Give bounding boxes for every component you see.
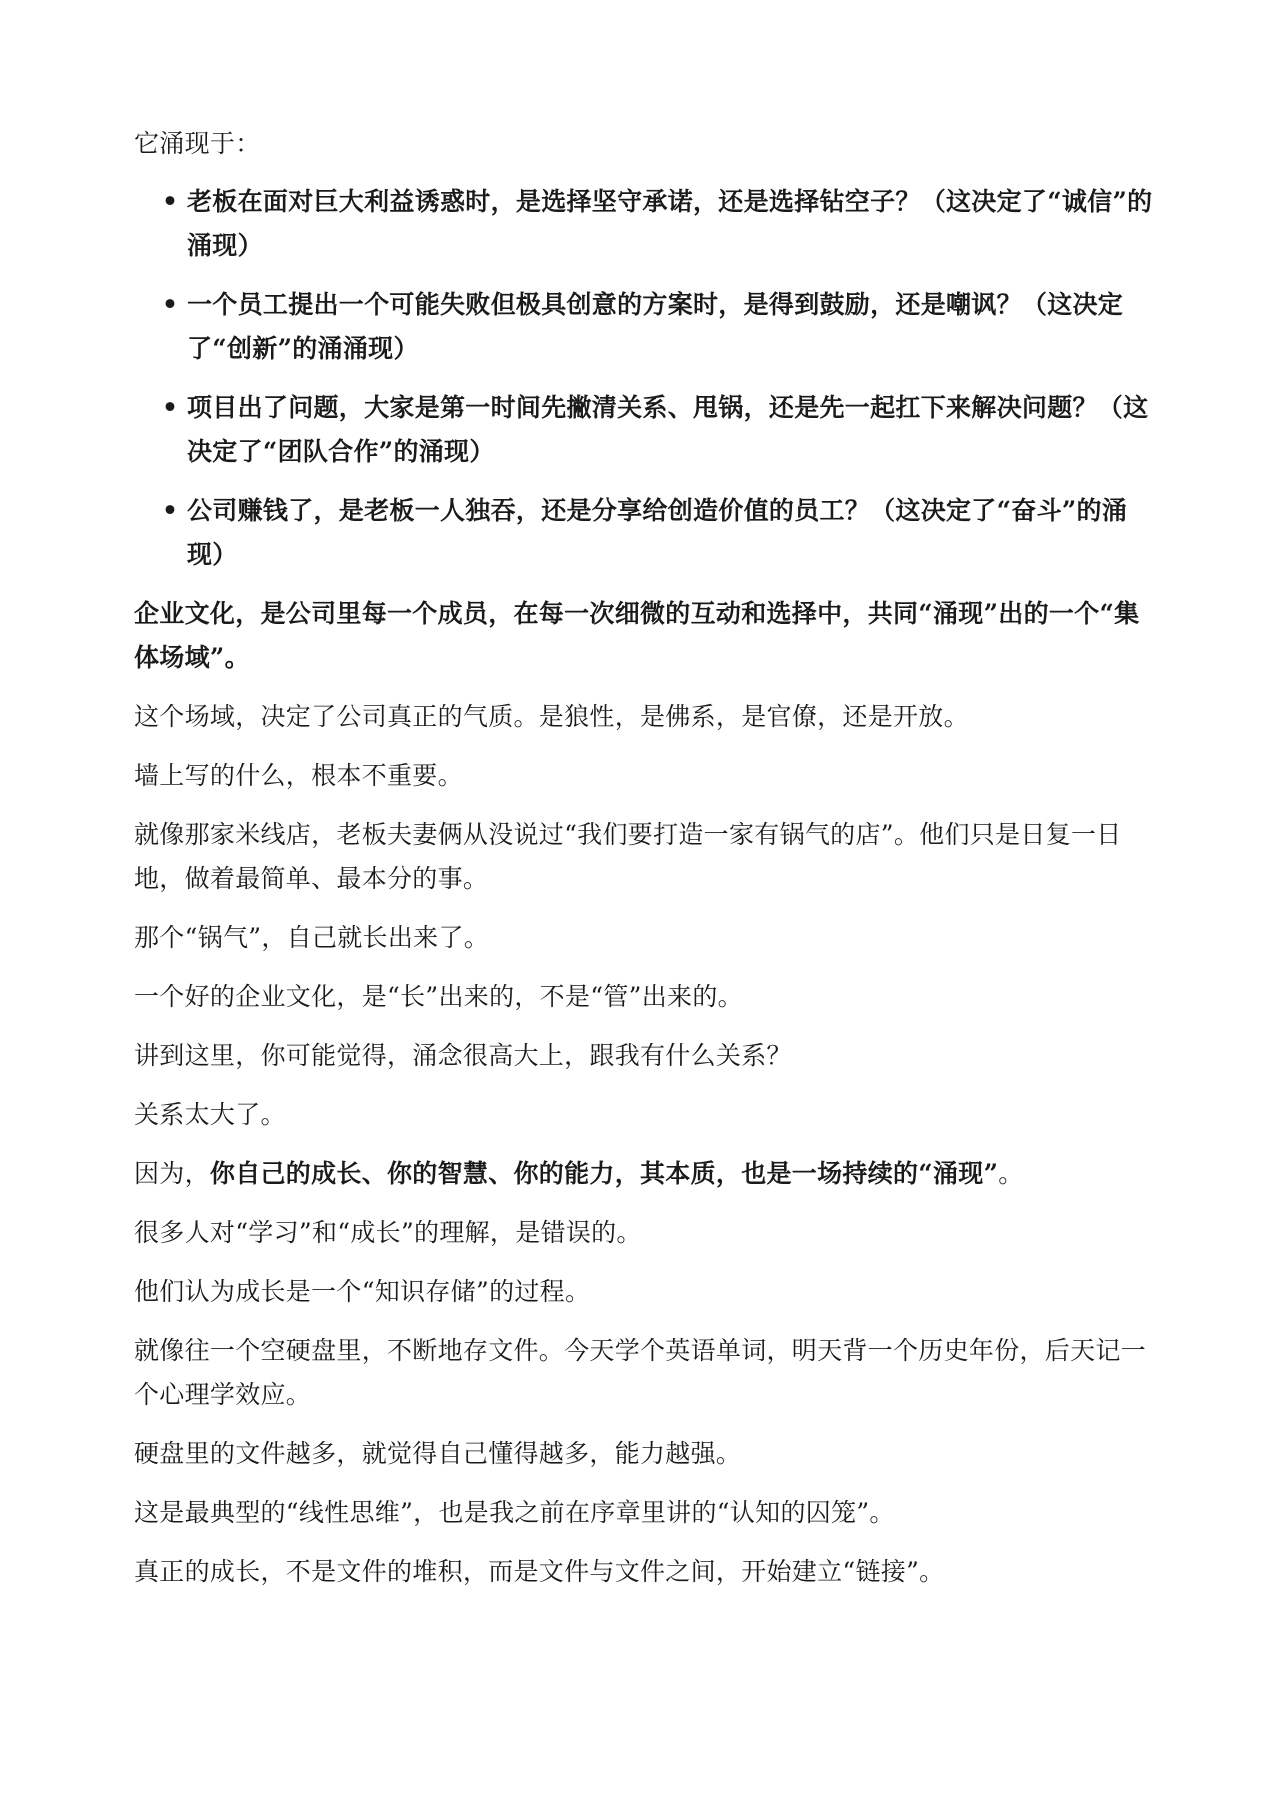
growth-emergence-suffix: 。 bbox=[998, 1159, 1024, 1188]
growth-emergence-bold: 你自己的成长、你的智慧、你的能力，其本质，也是一场持续的“涌现” bbox=[209, 1159, 999, 1188]
paragraph-wok-aura: 那个“锅气”，自己就长出来了。 bbox=[134, 923, 490, 952]
paragraph-wall-words: 墙上写的什么，根本不重要。 bbox=[134, 761, 463, 790]
bullet-item-integrity: • 老板在面对巨大利益诱惑时，是选择坚守承诺，还是选择钻空子？（这决定了“诚信”的涌现） bbox=[152, 180, 1163, 268]
paragraph-noodle-shop: 就像那家米线店，老板夫妻俩从没说过“我们要打造一家有锅气的店”。他们只是日复一日地，做着最简单、最本分的事。 bbox=[134, 820, 1122, 893]
bullet-item-striving: • 公司赚钱了，是老板一人独吞，还是分享给创造价值的员工？（这决定了“奋斗”的涌现） bbox=[152, 489, 1163, 577]
paragraph-field-temperament: 这个场域，决定了公司真正的气质。是狼性，是佛系，是官僚，还是开放。 bbox=[134, 702, 969, 731]
bullet-item-innovation: • 一个员工提出一个可能失败但极具创意的方案时，是得到鼓励，还是嘲讽？（这决定了“创新”的涌涌现） bbox=[152, 283, 1163, 371]
paragraph-linear-thinking: 这是最典型的“线性思维”，也是我之前在序章里讲的“认知的囚笼”。 bbox=[134, 1498, 895, 1527]
paragraph-grown-not-managed: 一个好的企业文化，是“长”出来的，不是“管”出来的。 bbox=[134, 982, 743, 1011]
paragraph-real-growth: 真正的成长，不是文件的堆积，而是文件与文件之间，开始建立“链接”。 bbox=[134, 1557, 945, 1586]
paragraph-relation-question: 讲到这里，你可能觉得，涌念很高大上，跟我有什么关系？ bbox=[134, 1041, 792, 1070]
bullet-list bbox=[134, 180, 1163, 577]
paragraph-misunderstanding: 很多人对“学习”和“成长”的理解，是错误的。 bbox=[134, 1218, 642, 1247]
paragraph-big-relation: 关系太大了。 bbox=[134, 1100, 286, 1129]
paragraph-growth-emergence bbox=[134, 1152, 1163, 1196]
bullet-item-teamwork: • 项目出了问题，大家是第一时间先撇清关系、甩锅，还是先一起扛下来解决问题？（这决定了“团队合作”的涌现） bbox=[152, 386, 1163, 474]
growth-emergence-prefix: 因为， bbox=[134, 1159, 210, 1188]
paragraph-knowledge-storage: 他们认为成长是一个“知识存储”的过程。 bbox=[134, 1277, 591, 1306]
paragraph-culture-definition: 企业文化，是公司里每一个成员，在每一次细微的互动和选择中，共同“涌现”出的一个“集体场域”。 bbox=[134, 599, 1140, 672]
paragraph-hard-disk: 就像往一个空硬盘里，不断地存文件。今天学个英语单词，明天背一个历史年份，后天记一个心理学效应。 bbox=[134, 1336, 1147, 1409]
paragraph-more-files: 硬盘里的文件越多，就觉得自己懂得越多，能力越强。 bbox=[134, 1439, 742, 1468]
intro-text: 它涌现于： bbox=[134, 129, 261, 158]
